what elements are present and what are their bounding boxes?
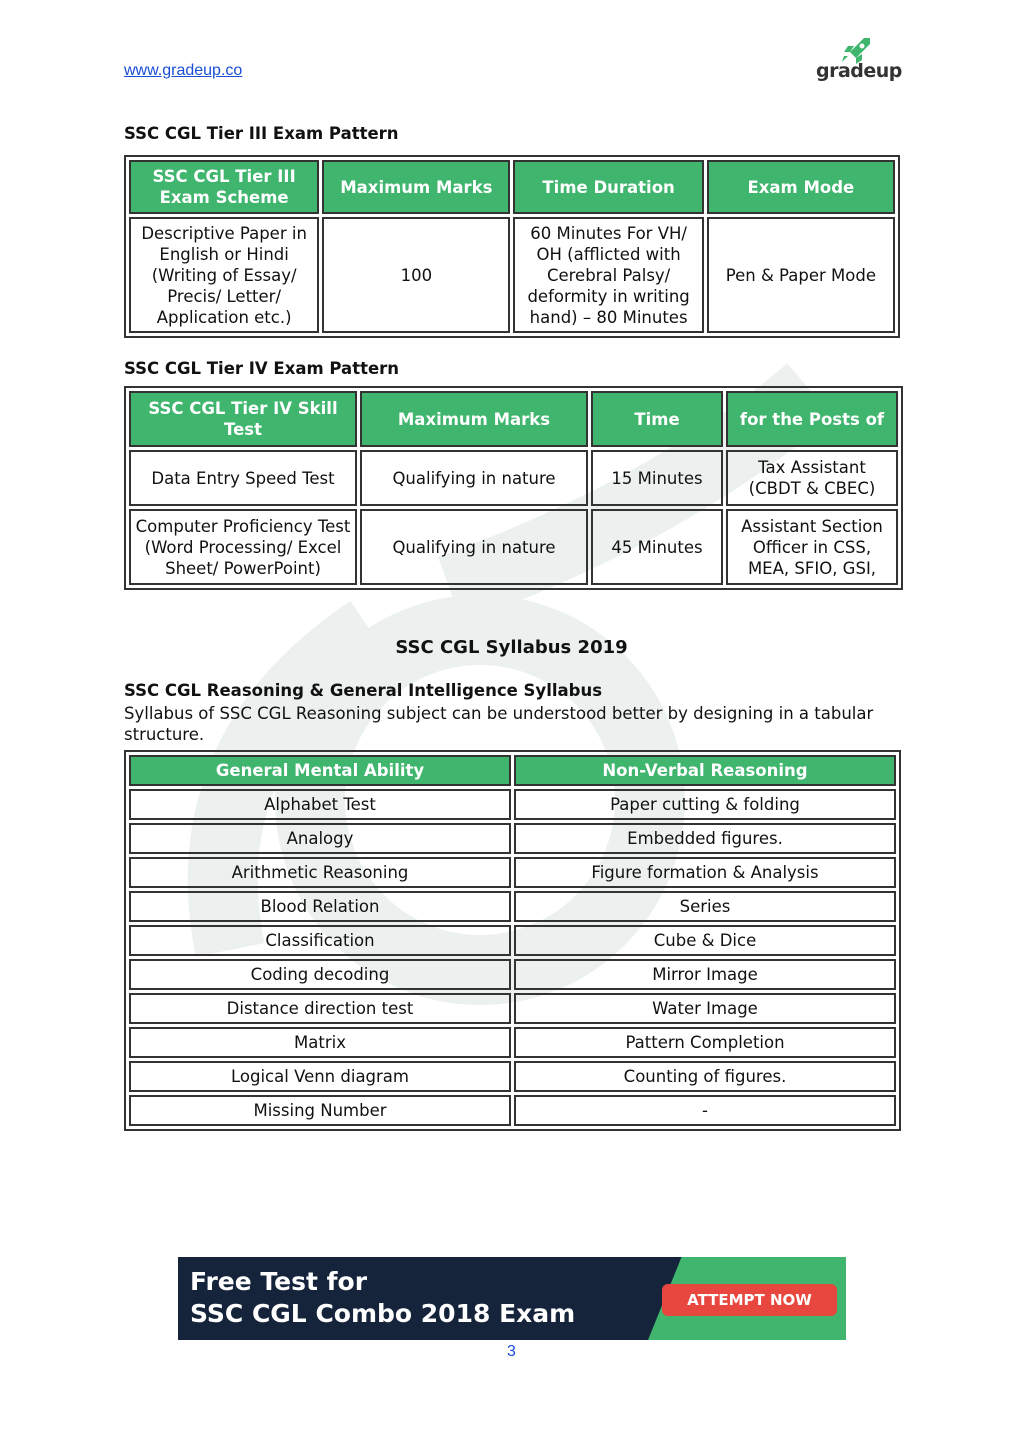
tier4-heading: SSC CGL Tier IV Exam Pattern	[124, 359, 400, 378]
table-row	[129, 857, 896, 888]
table-cell: 45 Minutes	[591, 509, 723, 585]
reasoning-heading: SSC CGL Reasoning & General Intelligence Syllabus	[124, 681, 603, 700]
column-header: Time Duration	[513, 160, 703, 214]
table-cell: Tax Assistant (CBDT & CBEC)	[726, 450, 898, 506]
reasoning-table	[124, 750, 901, 1131]
table-cell: Classification	[129, 925, 511, 956]
table-header-row	[129, 160, 895, 214]
table-row	[129, 959, 896, 990]
column-header: Exam Mode	[707, 160, 895, 214]
column-header: SSC CGL Tier III Exam Scheme	[129, 160, 319, 214]
free-test-banner[interactable]	[178, 1257, 846, 1340]
table-cell: Water Image	[514, 993, 896, 1024]
table-cell: Missing Number	[129, 1095, 511, 1126]
page-number: 3	[507, 1343, 516, 1360]
syllabus-title: SSC CGL Syllabus 2019	[395, 637, 628, 658]
table-cell: Data Entry Speed Test	[129, 450, 357, 506]
table-cell: Coding decoding	[129, 959, 511, 990]
table-cell: 100	[322, 217, 510, 333]
column-header: Maximum Marks	[322, 160, 510, 214]
table-row	[129, 993, 896, 1024]
table-row	[129, 925, 896, 956]
gradeup-logo	[812, 36, 902, 88]
tier3-heading: SSC CGL Tier III Exam Pattern	[124, 124, 399, 143]
table-cell: Paper cutting & folding	[514, 789, 896, 820]
table-cell: Logical Venn diagram	[129, 1061, 511, 1092]
table-cell: Mirror Image	[514, 959, 896, 990]
table-cell: 15 Minutes	[591, 450, 723, 506]
column-header: General Mental Ability	[129, 755, 511, 786]
table-row	[129, 823, 896, 854]
table-header-row	[129, 755, 896, 786]
table-cell: Series	[514, 891, 896, 922]
table-cell: Figure formation & Analysis	[514, 857, 896, 888]
table-row	[129, 1027, 896, 1058]
attempt-now-button[interactable]: ATTEMPT NOW	[662, 1284, 837, 1316]
table-header-row	[129, 391, 898, 447]
table-row	[129, 891, 896, 922]
table-cell: Embedded figures.	[514, 823, 896, 854]
table-cell: Computer Proficiency Test (Word Processing/ Excel Sheet/ PowerPoint)	[129, 509, 357, 585]
table-row	[129, 509, 898, 585]
table-cell: Arithmetic Reasoning	[129, 857, 511, 888]
table-cell: 60 Minutes For VH/ OH (afflicted with Cerebral Palsy/ deformity in writing hand) – 80 Minutes	[513, 217, 703, 333]
table-cell: Qualifying in nature	[360, 509, 588, 585]
table-cell: Pattern Completion	[514, 1027, 896, 1058]
table-cell: Alphabet Test	[129, 789, 511, 820]
column-header: Maximum Marks	[360, 391, 588, 447]
column-header: Non-Verbal Reasoning	[514, 755, 896, 786]
column-header: SSC CGL Tier IV Skill Test	[129, 391, 357, 447]
table-row	[129, 1061, 896, 1092]
table-cell: Matrix	[129, 1027, 511, 1058]
column-header: Time	[591, 391, 723, 447]
table-row	[129, 217, 895, 333]
tier4-table	[124, 386, 903, 590]
site-link[interactable]: www.gradeup.co	[124, 62, 243, 79]
table-cell: Descriptive Paper in English or Hindi (Writing of Essay/ Precis/ Letter/ Application etc.)	[129, 217, 319, 333]
tier3-table	[124, 155, 900, 338]
table-cell: Cube & Dice	[514, 925, 896, 956]
table-row	[129, 450, 898, 506]
table-cell: Counting of figures.	[514, 1061, 896, 1092]
syllabus-intro: Syllabus of SSC CGL Reasoning subject can be understood better by designing in a tabular structure.	[124, 704, 874, 744]
logo-text: gradeup	[816, 60, 902, 82]
table-cell: Blood Relation	[129, 891, 511, 922]
table-cell: Analogy	[129, 823, 511, 854]
banner-line1: Free Test for	[190, 1267, 368, 1296]
table-cell: Assistant Section Officer in CSS, MEA, SFIO, GSI,	[726, 509, 898, 585]
table-cell: Pen & Paper Mode	[707, 217, 895, 333]
table-row	[129, 789, 896, 820]
table-row	[129, 1095, 896, 1126]
column-header: for the Posts of	[726, 391, 898, 447]
banner-line2: SSC CGL Combo 2018 Exam	[190, 1299, 576, 1328]
table-cell: Qualifying in nature	[360, 450, 588, 506]
table-cell: Distance direction test	[129, 993, 511, 1024]
table-cell: -	[514, 1095, 896, 1126]
